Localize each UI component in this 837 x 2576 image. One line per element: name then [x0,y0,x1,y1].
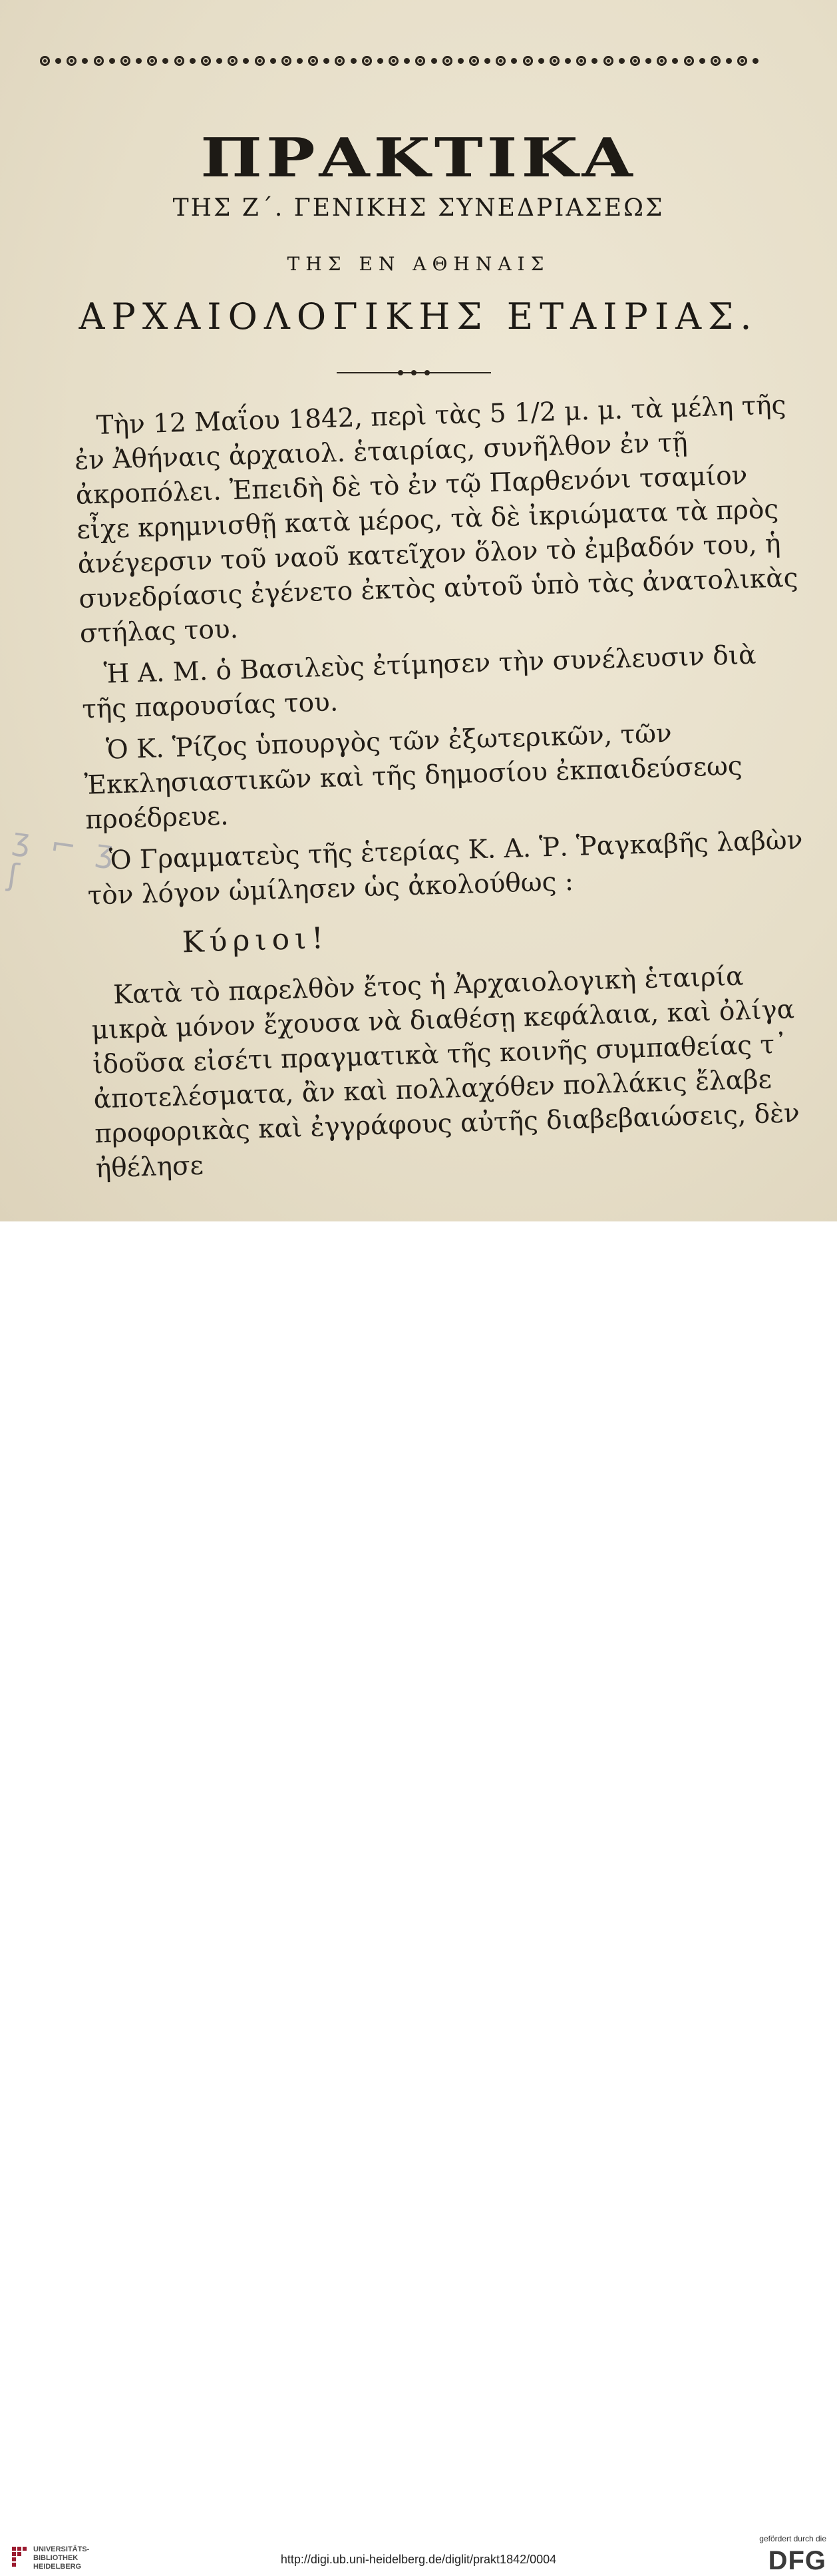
ornament-dot [737,56,747,66]
ornament-dot [753,58,758,64]
ornament-dot [523,56,533,66]
paragraph-1: Τὴν 12 Μαΐου 1842, περὶ τὰς 5 1/2 μ. μ. τὰ μέλη τῆς ἐν Ἀθήναις ἀρχαιολ. ἑταιρίας, συνῆλθον ἐν τῇ ἀκροπόλει. Ἐπειδὴ δὲ τὸ ἐν τῷ Παρθενόνι τσαμίον εἶχε κρημνισθῇ κατὰ μέρος, τὰ δὲ ἰκριώματα τὰ πρὸς ἀνέγερσιν τοῦ ναοῦ κατεῖχον ὅλον τὸ ἐμβαδόν του, ἡ συνεδρίασις ἐγένετο ἐκτὸς αὐτοῦ ὑπὸ τὰς ἀνατολικὰς στήλας του. [74,390,799,649]
ornament-dot [82,58,88,64]
paragraph-3: Ὁ Κ. Ῥίζος ὑπουργὸς τῶν ἐξωτερικῶν, τῶν Ἐκκλησιαστικῶν καὶ τῆς δημοσίου ἐκπαιδεύσεως προέδρευε. [84,718,743,835]
ornament-dot [67,56,77,66]
ornament-dot [362,56,372,66]
funded-by-label: gefördert durch die [759,2534,826,2543]
ornament-dot [431,58,437,64]
ornament-dot [308,56,318,66]
ornament-dot [442,56,452,66]
library-name: UNIVERSITÄTS- BIBLIOTHEK HEIDELBERG [33,2545,90,2571]
ornament-dot [377,58,383,64]
paragraph-4: Ὁ Γραμματεὺς τῆς ἑτερίας Κ. Α. Ῥ. Ῥαγκαβῆς λαβὼν τὸν λόγον ὡμίλησεν ὡς ἀκολούθως : [87,825,803,911]
ornament-dot [458,58,464,64]
paragraph-5: Κατὰ τὸ παρελθὸν ἔτος ἡ Ἀρχαιολογικὴ ἑταιρία μικρὰ μόνον ἔχουσα νὰ διαθέσῃ κεφάλαια, καὶ ὀλίγα ἰδοῦσα εἰσέτι πραγματικὰ τῆς κοινῆς συμπαθείας τ᾽ ἀποτελέσματα, ἂν καὶ πολλαχόθεν πολλάκις ἔλαβε προφορικὰς καὶ ἐγγράφους αὐτῆς διαβεβαιώσεις, δὲν ἠθέλησε [91,961,800,1184]
ornament-dot [281,56,291,66]
ornament-dot [147,56,157,66]
ornament-dot [255,56,265,66]
ornament-dot [174,56,184,66]
body-text [73,388,821,1187]
ornament-dot [389,56,399,66]
dfg-logo: DFG [768,2546,826,2575]
ornament-dot [699,58,705,64]
ornament-dot [270,58,276,64]
ornament-dot [645,58,651,64]
ornament-dot [484,58,490,64]
ornament-dot [496,56,506,66]
salutation: Κύριοι! [182,921,329,960]
document-subtitle-3: ΑΡΧΑΙΟΛΟΓΙΚΗΣ ΕΤΑΙΡΙΑΣ. [79,296,758,337]
document-subtitle-2: ΤΗΣ ΕΝ ΑΘΗΝΑΙΣ [287,253,550,275]
footer [0,1221,837,2575]
scanned-page [0,0,837,1221]
ornament-dot [591,58,597,64]
source-url[interactable]: http://digi.ub.uni-heidelberg.de/diglit/prakt1842/0004 [280,2553,557,2566]
ornament-dot [684,56,694,66]
ornament-dot [565,58,571,64]
ornament-dot [469,56,479,66]
ornament-dot [351,58,357,64]
decorative-border-top [39,52,760,69]
ornament-dot [243,58,249,64]
ornament-dot [297,58,303,64]
ornament-dot [619,58,625,64]
ornament-dot [576,56,586,66]
ornament-dot [711,56,721,66]
ornament-dot [657,56,667,66]
ornament-dot [404,58,410,64]
ornament-dot [136,58,142,64]
ornament-dot [216,58,222,64]
ornament-dot [538,58,544,64]
ornament-dot [94,56,104,66]
document-title: ΠΡΑΚΤΙΚΑ [200,126,637,190]
ornament-dot [162,58,168,64]
ornament-dot [630,56,640,66]
ornament-dot [190,58,196,64]
ornamental-divider [337,369,491,376]
ornament-dot [550,56,560,66]
ornament-dot [603,56,613,66]
ornament-dot [511,58,517,64]
ornament-dot [120,56,130,66]
ornament-dot [323,58,329,64]
ornament-dot [415,56,425,66]
ornament-dot [726,58,732,64]
ornament-dot [335,56,345,66]
ornament-dot [672,58,678,64]
paragraph-2: Ἡ Α. Μ. ὁ Βασιλεὺς ἐτίμησεν τὴν συνέλευσιν διὰ τῆς παρουσίας του. [81,640,757,725]
ornament-dot [40,56,50,66]
document-subtitle-1: ΤΗΣ Ζ΄. ΓΕΝΙΚΗΣ ΣΥΝΕΔΡΙΑΣΕΩΣ [172,194,665,222]
ornament-dot [109,58,115,64]
ornament-dot [228,56,238,66]
faded-stamp-mark: ʒ ⌐ ʒ ʃ [5,820,122,895]
ornament-dot [55,58,61,64]
ornament-dot [201,56,211,66]
